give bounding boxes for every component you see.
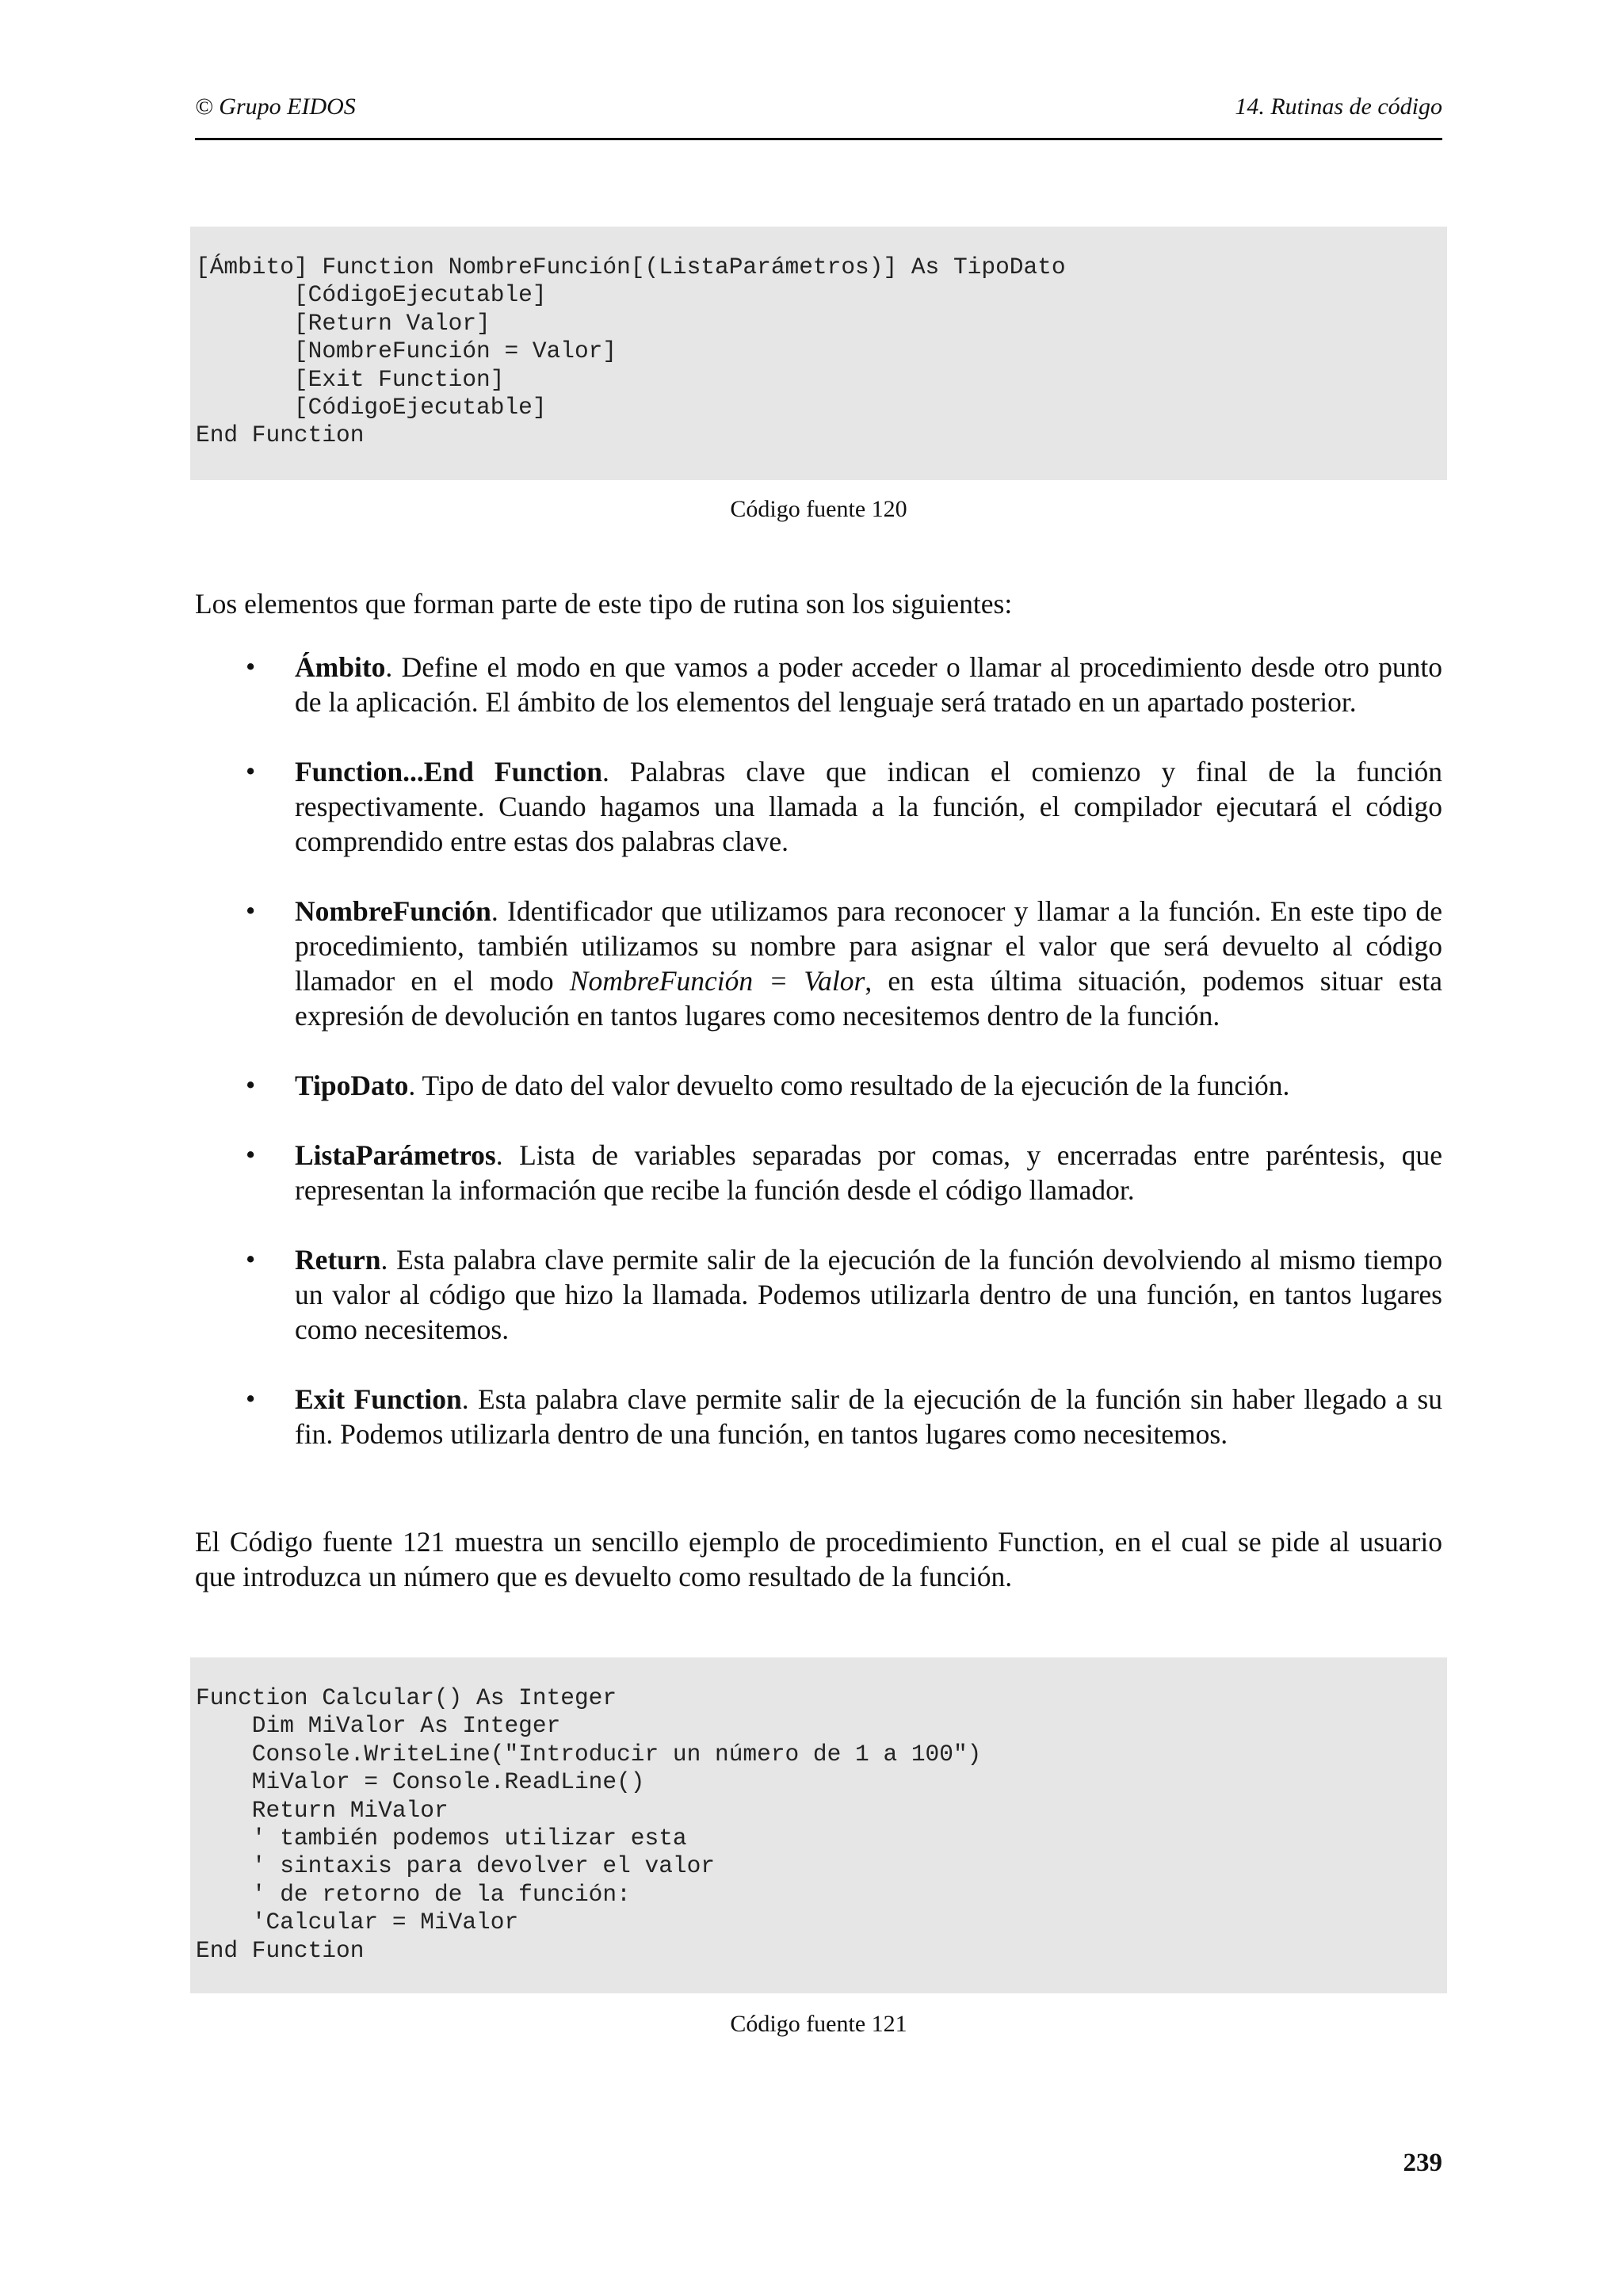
- code-line: [CódigoEjecutable]: [196, 281, 547, 309]
- bullet-term: Function...End Function: [295, 756, 603, 788]
- intro-paragraph: Los elementos que forman parte de este tipo de rutina son los siguientes:: [195, 588, 1013, 620]
- code-line: [Ámbito] Function NombreFunción[(ListaParámetros)] As TipoDato: [196, 254, 1066, 280]
- bullet-text: . Lista de variables separadas por comas, y encerradas entre paréntesis, que representan la información que recibe la función desde el código llamador.: [295, 1139, 1442, 1206]
- bullet-term: Ámbito: [295, 651, 386, 683]
- code-line: ' también podemos utilizar esta: [196, 1825, 687, 1852]
- bullet-icon: •: [246, 895, 256, 926]
- bullet-term: Return: [295, 1244, 381, 1276]
- list-item-exit-function: [195, 1382, 1442, 1451]
- code-caption-121: Código fuente 121: [730, 2011, 907, 2037]
- list-item-tipodato: [195, 1068, 1442, 1103]
- bullet-icon: •: [246, 756, 256, 787]
- bullet-text: . Palabras clave que indican el comienzo y final de la función respectivamente. Cuando hagamos una llamada a la función, el compilador ejecutará el código comprendido entre estas dos palabras clave.: [295, 756, 1442, 857]
- header-rule: [195, 138, 1442, 140]
- outro-paragraph: El Código fuente 121 muestra un sencillo ejemplo de procedimiento Function, en el cual se pide al usuario que introduzca un número que es devuelto como resultado de la función.: [195, 1526, 1442, 1592]
- bullet-term: Exit Function: [295, 1383, 462, 1415]
- bullet-icon: •: [246, 1383, 256, 1414]
- code-block-121: [190, 1657, 1447, 1993]
- code-line: Dim MiValor As Integer: [196, 1712, 561, 1740]
- bullet-term: ListaParámetros: [295, 1139, 496, 1171]
- code-line: MiValor = Console.ReadLine(): [196, 1768, 645, 1796]
- bullet-text: , en esta última situación, podemos situar esta expresión de devolución en tantos lugares como necesitemos dentro de la función.: [295, 965, 1442, 1032]
- list-item-ambito: [195, 650, 1442, 719]
- list-item-listaparametros: [195, 1138, 1442, 1207]
- list-item-return: [195, 1242, 1442, 1347]
- elements-list: [195, 650, 1442, 1486]
- page-number: 239: [1403, 2149, 1442, 2177]
- code-caption-120: Código fuente 120: [730, 496, 907, 522]
- code-line: Console.WriteLine("Introducir un número de 1 a 100"): [196, 1740, 982, 1768]
- code-line: Return MiValor: [196, 1796, 449, 1824]
- code-line: [NombreFunción = Valor]: [196, 338, 617, 365]
- bullet-term: NombreFunción: [295, 895, 491, 927]
- bullet-text: . Identificador que utilizamos para reconocer y llamar a la función. En este tipo de procedimiento, también utilizamos su nombre para asignar el valor que será devuelto al código llamador en el modo: [295, 895, 1442, 997]
- bullet-term: TipoDato: [295, 1070, 409, 1101]
- bullet-icon: •: [246, 651, 256, 682]
- bullet-text: . Define el modo en que vamos a poder acceder o llamar al procedimiento desde otro punto de la aplicación. El ámbito de los elementos del lenguaje será tratado en un apartado posterior.: [295, 651, 1442, 718]
- list-item-function-end-function: [195, 754, 1442, 859]
- bullet-icon: •: [246, 1139, 256, 1170]
- bullet-icon: •: [246, 1244, 256, 1275]
- bullet-icon: •: [246, 1070, 256, 1100]
- code-line: Function Calcular() As Integer: [196, 1684, 617, 1711]
- code-line: End Function: [196, 421, 365, 449]
- code-line: [CódigoEjecutable]: [196, 394, 547, 421]
- bullet-text: . Tipo de dato del valor devuelto como resultado de la ejecución de la función.: [408, 1070, 1290, 1101]
- bullet-italic-syntax: NombreFunción = Valor: [569, 965, 865, 997]
- code-block-120: [190, 227, 1447, 480]
- header-publisher: © Grupo EIDOS: [195, 93, 356, 120]
- code-line: [Exit Function]: [196, 365, 505, 393]
- code-line: ' de retorno de la función:: [196, 1880, 631, 1908]
- bullet-text: . Esta palabra clave permite salir de la ejecución de la función devolviendo al mismo tiempo un valor al código que hizo la llamada. Podemos utilizarla dentro de una función, en tantos lugares como necesitemos.: [295, 1244, 1442, 1345]
- header-chapter-title: 14. Rutinas de código: [1235, 93, 1442, 120]
- code-line: 'Calcular = MiValor: [196, 1909, 519, 1936]
- code-line: [Return Valor]: [196, 309, 491, 337]
- list-item-nombrefuncion: [195, 894, 1442, 1033]
- code-line: ' sintaxis para devolver el valor: [196, 1852, 716, 1880]
- bullet-text: . Esta palabra clave permite salir de la ejecución de la función sin haber llegado a su fin. Podemos utilizarla dentro de una función, en tantos lugares como necesitemos.: [295, 1383, 1442, 1450]
- code-line: End Function: [196, 1936, 365, 1964]
